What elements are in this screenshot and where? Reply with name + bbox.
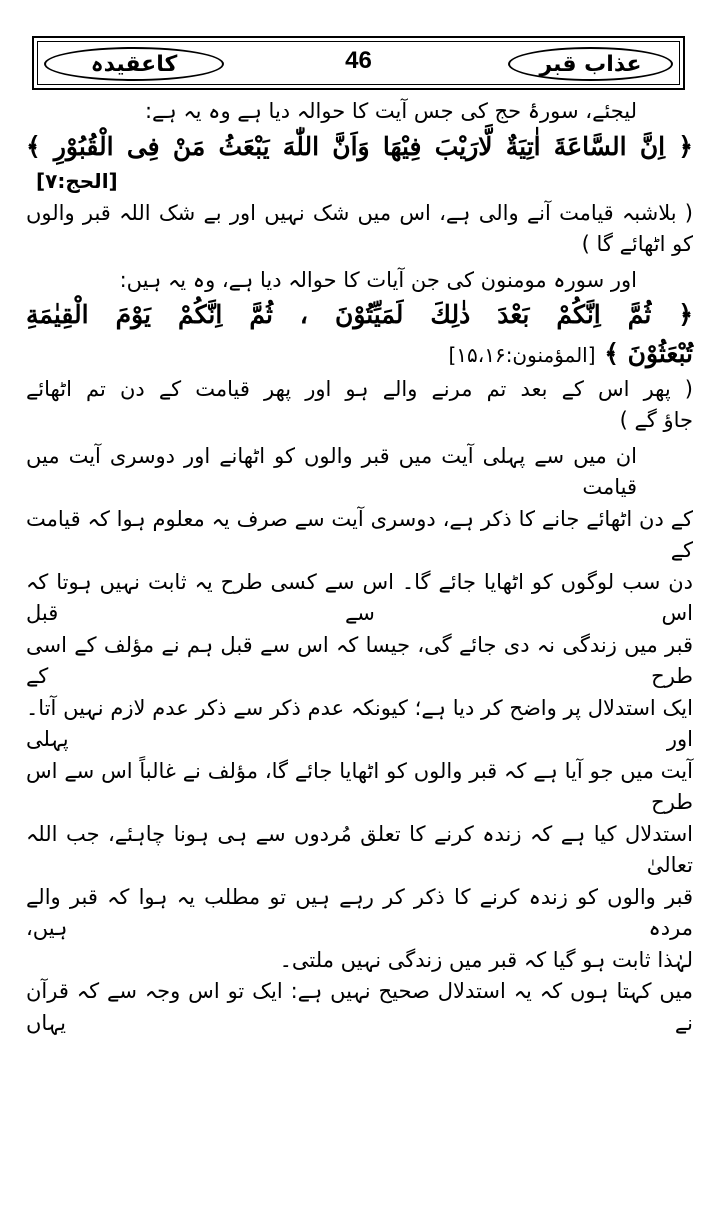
- quran-verse-hajj: ﴿ اِنَّ السَّاعَةَ اٰتِیَةٌ لَّارَیْبَ فِیْهَا وَاَنَّ اللّٰهَ یَبْعَثُ مَنْ فِی الْقُبُوْرِ ﴾: [26, 131, 693, 161]
- paragraph-intro-muminun: اور سورہ مومنون کی جن آیات کا حوالہ دیا ہے، وہ یہ ہیں:: [119, 267, 637, 292]
- translation-hajj-line-1: ( بلاشبہ قیامت آنے والی ہے، اس میں شک نہیں اور بے شک اللہ قبر والوں: [26, 200, 693, 225]
- discussion-line-8: قبر والوں کو زندہ کرنے کا ذکر کر رہے ہیں تو مطلب یہ ہوا کہ قبر والے مردہ ہیں،: [26, 884, 693, 941]
- discussion-line-1: ان میں سے پہلی آیت میں قبر والوں کو اٹھانے اور دوسری آیت میں قیامت: [26, 443, 637, 500]
- discussion-line-6: آیت میں جو آیا ہے کہ قبر والوں کو اٹھایا جائے گا، مؤلف نے غالباً اس سے اس طرح: [26, 758, 693, 815]
- discussion-line-5: ایک استدلال پر واضح کر دیا ہے؛ کیونکہ عدم ذکر سے ذکر عدم لازم نہیں آتا۔ اور پہلی: [26, 695, 693, 752]
- quran-verse-muminun-line-1: ﴿ ثُمَّ اِنَّكُمْ بَعْدَ ذٰلِكَ لَمَیِّتُوْنَ ، ثُمَّ اِنَّكُمْ یَوْمَ الْقِیٰمَةِ: [26, 300, 693, 330]
- translation-muminun-line-1: ( پھر اس کے بعد تم مرنے والے ہو اور پھر قیامت کے دن تم اٹھائے: [26, 376, 693, 401]
- chapter-title: عذاب قبر: [539, 51, 642, 77]
- quran-verse-muminun-line-2: [26, 335, 693, 374]
- verse-reference-muminun: [المؤمنون:۱۵،۱۶]: [448, 343, 596, 367]
- page-body: [26, 96, 693, 1039]
- discussion-line-9: لہٰذا ثابت ہو گیا کہ قبر میں زندگی نہیں ملتی۔: [279, 947, 693, 972]
- discussion-line-3: دن سب لوگوں کو اٹھایا جائے گا۔ اس سے کسی طرح یہ ثابت نہیں ہوتا کہ اس سے قبل: [26, 569, 693, 626]
- page-number: 46: [345, 47, 372, 74]
- objection-paragraph: میں کہتا ہوں کہ یہ استدلال صحیح نہیں ہے: ایک تو اس وجہ سے کہ قرآن نے یہاں: [26, 979, 693, 1035]
- translation-hajj-line-2: کو اٹھائے گا ): [581, 232, 693, 257]
- chapter-title-badge: [508, 47, 673, 81]
- discussion-line-7: استدلال کیا ہے کہ زندہ کرنے کا تعلق مُردوں سے ہی ہونا چاہئے، جب اللہ تعالیٰ: [26, 821, 693, 878]
- paragraph-intro-hajj: لیجئے، سورۂ حج کی جس آیت کا حوالہ دیا ہے وہ یہ ہے:: [144, 99, 637, 123]
- book-title: کاعقیدہ: [90, 51, 178, 77]
- discussion-line-2: کے دن اٹھائے جانے کا ذکر ہے، دوسری آیت سے صرف یہ معلوم ہوا کہ قیامت کے: [26, 506, 693, 563]
- translation-muminun-line-2: جاؤ گے ): [619, 408, 693, 433]
- verse-reference-hajj: [الحج:۷]: [36, 169, 118, 194]
- discussion-line-4: قبر میں زندگی نہ دی جائے گی، جیسا کہ اس سے قبل ہم نے مؤلف کے اسی طرح کے: [26, 632, 693, 689]
- page-header: [32, 36, 685, 90]
- quran-verse-muminun-end: تُبْعَثُوْنَ ﴾: [604, 339, 693, 368]
- verse-reference-hajj-row: [26, 166, 693, 198]
